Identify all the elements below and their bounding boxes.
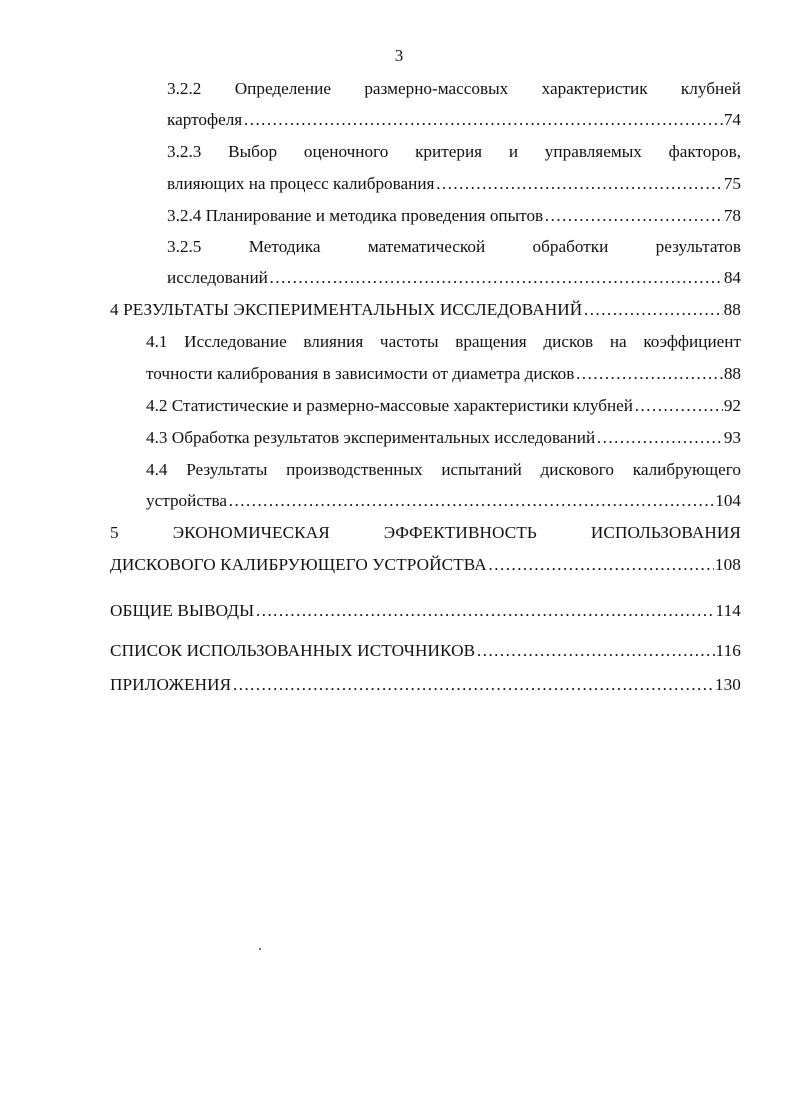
toc-entry-title: устройства <box>146 491 227 510</box>
dot-leader <box>575 363 722 385</box>
toc-entry-title: точности калибрования в зависимости от диаметра дисков <box>146 364 575 383</box>
dot-leader <box>269 267 723 289</box>
toc-page-number: 92 <box>723 396 741 415</box>
toc-chapter-5-line1: 5 ЭКОНОМИЧЕСКАЯ ЭФФЕКТИВНОСТЬ ИСПОЛЬЗОВАНИЯ <box>110 523 741 542</box>
toc-conclusions[interactable] <box>110 600 741 622</box>
dot-leader <box>255 600 714 622</box>
toc-entry-4-4[interactable] <box>146 490 741 512</box>
toc-page-number: 88 <box>723 364 741 383</box>
toc-entry-3-2-3[interactable] <box>167 173 741 195</box>
toc-page-number: 114 <box>715 601 741 620</box>
toc-entry-title: ОБЩИЕ ВЫВОДЫ <box>110 601 255 620</box>
dot-leader <box>435 173 722 195</box>
toc-entry-4-3[interactable] <box>146 427 741 449</box>
toc-references[interactable] <box>110 640 741 662</box>
toc-entry-3-2-5[interactable] <box>167 267 741 289</box>
toc-page-number: 78 <box>723 206 741 225</box>
dot-leader <box>544 205 723 227</box>
dot-leader <box>596 427 723 449</box>
toc-entry-title: 3.2.4 Планирование и методика проведения опытов <box>167 206 544 225</box>
toc-chapter-5[interactable] <box>110 554 741 576</box>
toc-entry-4-4-line1: 4.4 Результаты производственных испытаний дискового калибрующего <box>146 460 741 479</box>
toc-entry-4-2[interactable] <box>146 395 741 417</box>
toc-page-number: 84 <box>723 268 741 287</box>
toc-entry-4-1[interactable] <box>146 363 741 385</box>
toc-page-number: 93 <box>723 428 741 447</box>
dot-leader <box>488 554 714 576</box>
toc-entry-title: 4 РЕЗУЛЬТАТЫ ЭКСПЕРИМЕНТАЛЬНЫХ ИССЛЕДОВАНИЙ <box>110 300 583 319</box>
toc-entry-title: СПИСОК ИСПОЛЬЗОВАННЫХ ИСТОЧНИКОВ <box>110 641 476 660</box>
dot-leader <box>634 395 723 417</box>
dot-leader <box>476 640 714 662</box>
toc-entry-3-2-4[interactable] <box>167 205 741 227</box>
scan-speck <box>259 948 261 950</box>
toc-entry-3-2-5-line1: 3.2.5 Методика математической обработки результатов <box>167 237 741 256</box>
toc-chapter-4[interactable] <box>110 299 741 321</box>
toc-page-number: 88 <box>723 300 741 319</box>
page-number: 3 <box>394 46 404 65</box>
toc-entry-title: 4.3 Обработка результатов экспериментальных исследований <box>146 428 596 447</box>
toc-entry-3-2-2-line1: 3.2.2 Определение размерно-массовых характеристик клубней <box>167 79 741 98</box>
toc-entry-3-2-2[interactable] <box>167 109 741 131</box>
dot-leader <box>228 490 714 512</box>
toc-entry-4-1-line1: 4.1 Исследование влияния частоты вращения дисков на коэффициент <box>146 332 741 351</box>
toc-page-number: 130 <box>714 675 741 694</box>
toc-entry-title: исследований <box>167 268 268 287</box>
toc-entry-title: влияющих на процесс калибрования <box>167 174 435 193</box>
dot-leader <box>232 674 714 696</box>
toc-page-number: 74 <box>723 110 741 129</box>
dot-leader <box>583 299 722 321</box>
toc-page-number: 116 <box>715 641 741 660</box>
toc-entry-title: 4.2 Статистические и размерно-массовые характеристики клубней <box>146 396 633 415</box>
toc-entry-title: ДИСКОВОГО КАЛИБРУЮЩЕГО УСТРОЙСТВА <box>110 555 487 574</box>
toc-page-number: 108 <box>714 555 741 574</box>
toc-entry-title: ПРИЛОЖЕНИЯ <box>110 675 232 694</box>
dot-leader <box>243 109 723 131</box>
toc-appendices[interactable] <box>110 674 741 696</box>
toc-page-number: 104 <box>715 491 741 510</box>
toc-entry-3-2-3-line1: 3.2.3 Выбор оценочного критерия и управляемых факторов, <box>167 142 741 161</box>
toc-page-number: 75 <box>723 174 741 193</box>
toc-entry-title: картофеля <box>167 110 243 129</box>
